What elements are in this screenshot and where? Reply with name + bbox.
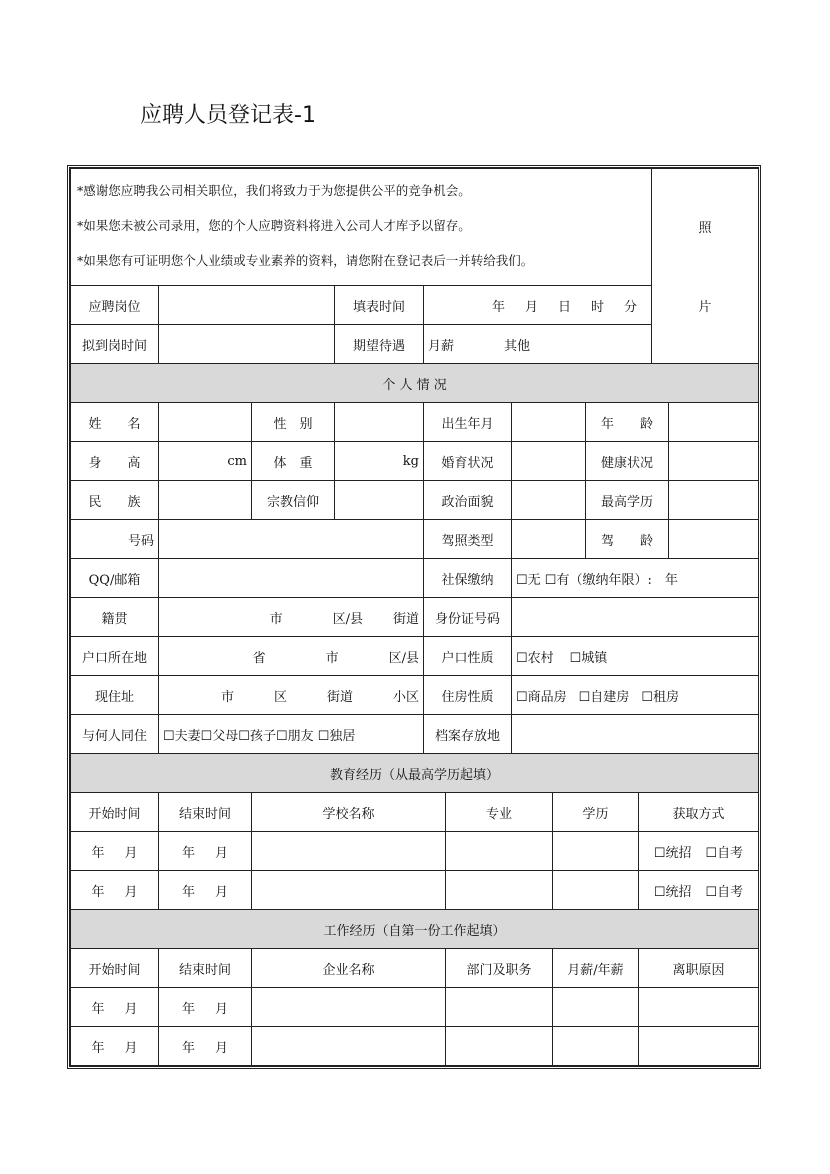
- salary-label: 月薪: [428, 338, 455, 354]
- note: *感谢您应聘我公司相关职位，我们将致力于为您提供公平的竞争机会。: [77, 183, 471, 198]
- column-header: 开始时间: [71, 949, 159, 988]
- fill-time-field[interactable]: [424, 286, 652, 325]
- column-header: 学校名称: [252, 793, 446, 832]
- page-title: 应聘人员登记表-1: [140, 103, 316, 128]
- education-table: [70, 754, 759, 1066]
- label: 政治面貌: [424, 481, 512, 520]
- label: 驾照类型: [424, 520, 512, 559]
- expected-salary-field[interactable]: [424, 325, 652, 364]
- checkbox-option[interactable]: ☐自考: [705, 884, 744, 900]
- school-field[interactable]: [252, 832, 446, 871]
- section-header: 工作经历（自第一份工作起填）: [71, 910, 759, 949]
- table-row: [71, 832, 759, 871]
- label: 号码: [71, 520, 159, 559]
- label: QQ/邮箱: [71, 559, 159, 598]
- unit: 月: [124, 845, 138, 861]
- school-field[interactable]: [252, 871, 446, 910]
- unit: 时: [590, 299, 604, 315]
- position-field[interactable]: [159, 286, 335, 325]
- label: 户口性质: [424, 637, 512, 676]
- unit: 街道: [392, 611, 419, 627]
- unit: 年: [91, 1040, 105, 1056]
- column-header: 学历: [553, 793, 639, 832]
- column-header: 结束时间: [159, 793, 252, 832]
- salary-field[interactable]: [553, 1027, 639, 1066]
- leave-reason-field[interactable]: [639, 988, 759, 1027]
- unit: 市: [325, 650, 339, 666]
- birth-field[interactable]: [512, 403, 586, 442]
- address-field[interactable]: [159, 676, 424, 715]
- start-field[interactable]: [71, 832, 159, 871]
- end-field[interactable]: [159, 1027, 252, 1066]
- registration-form: [67, 165, 761, 1069]
- salary-field[interactable]: [553, 988, 639, 1027]
- unit: 年: [91, 1001, 105, 1017]
- name-field[interactable]: [159, 403, 252, 442]
- column-header: 结束时间: [159, 949, 252, 988]
- photo-label: 片: [698, 300, 712, 315]
- notes-cell: [71, 169, 652, 286]
- label: 健康状况: [586, 442, 669, 481]
- end-field[interactable]: [159, 832, 252, 871]
- department-field[interactable]: [446, 988, 553, 1027]
- department-field[interactable]: [446, 1027, 553, 1066]
- id-number-field[interactable]: [512, 598, 759, 637]
- unit: 年: [491, 299, 505, 315]
- age-field[interactable]: [669, 403, 759, 442]
- end-field[interactable]: [159, 988, 252, 1027]
- table-row: [71, 1027, 759, 1066]
- unit: 区/县: [388, 650, 419, 666]
- unit: 月: [124, 1040, 138, 1056]
- label: 性 别: [252, 403, 335, 442]
- label: 现住址: [71, 676, 159, 715]
- company-field[interactable]: [252, 988, 446, 1027]
- education-field[interactable]: [669, 481, 759, 520]
- unit: 年: [181, 845, 195, 861]
- arrival-field[interactable]: [159, 325, 335, 364]
- label: 填表时间: [335, 286, 424, 325]
- other-label: 其他: [504, 338, 531, 354]
- unit: 年: [181, 884, 195, 900]
- checkbox-option[interactable]: ☐统招: [653, 845, 692, 861]
- personal-table: [70, 364, 759, 754]
- table-row: [71, 988, 759, 1027]
- column-header: 部门及职务: [446, 949, 553, 988]
- unit: 月: [124, 884, 138, 900]
- driving-years-field[interactable]: [669, 520, 759, 559]
- checkbox-option[interactable]: ☐自考: [705, 845, 744, 861]
- degree-field[interactable]: [553, 832, 639, 871]
- hukou-type-options[interactable]: [512, 637, 759, 676]
- start-field[interactable]: [71, 871, 159, 910]
- unit: 小区: [392, 689, 419, 705]
- marital-field[interactable]: [512, 442, 586, 481]
- unit: 年: [91, 884, 105, 900]
- archive-field[interactable]: [512, 715, 759, 754]
- checkbox-option[interactable]: ☐自建房: [578, 689, 630, 705]
- unit: 月: [215, 1040, 229, 1056]
- political-field[interactable]: [512, 481, 586, 520]
- label: 身份证号码: [424, 598, 512, 637]
- note: *如果您未被公司录用，您的个人应聘资料将进入公司人才库予以留存。: [77, 218, 471, 233]
- checkbox-option[interactable]: ☐租房: [641, 689, 679, 705]
- unit: 区/县: [332, 611, 363, 627]
- start-field[interactable]: [71, 988, 159, 1027]
- unit: 月: [524, 299, 538, 315]
- unit: 分: [624, 299, 638, 315]
- label: 身 高: [71, 442, 159, 481]
- column-header: 离职原因: [639, 949, 759, 988]
- photo-cell[interactable]: [652, 169, 759, 364]
- leave-reason-field[interactable]: [639, 1027, 759, 1066]
- housing-options[interactable]: [512, 676, 759, 715]
- unit: 街道: [326, 689, 353, 705]
- label: 住房性质: [424, 676, 512, 715]
- unit: 月: [215, 1001, 229, 1017]
- weight-field[interactable]: kg: [335, 442, 424, 481]
- column-header: 开始时间: [71, 793, 159, 832]
- table-row: [71, 871, 759, 910]
- label: 出生年月: [424, 403, 512, 442]
- unit: 月: [215, 845, 229, 861]
- hukou-field[interactable]: [159, 637, 424, 676]
- social-insurance-options[interactable]: ☐无 ☐有（缴纳年限）: 年: [512, 559, 759, 598]
- religion-field[interactable]: [335, 481, 424, 520]
- checkbox-option[interactable]: ☐商品房: [516, 689, 567, 705]
- label: 应聘岗位: [71, 286, 159, 325]
- label: 社保缴纳: [424, 559, 512, 598]
- ethnic-field[interactable]: [159, 481, 252, 520]
- unit: 月: [124, 1001, 138, 1017]
- unit: 月: [215, 884, 229, 900]
- column-header: 获取方式: [639, 793, 759, 832]
- label: 最高学历: [586, 481, 669, 520]
- height-field[interactable]: cm: [159, 442, 252, 481]
- method-options[interactable]: [639, 832, 759, 871]
- health-field[interactable]: [669, 442, 759, 481]
- unit: 日: [557, 299, 571, 315]
- checkbox-option[interactable]: ☐农村: [516, 650, 554, 666]
- method-options[interactable]: [639, 871, 759, 910]
- label: 籍贯: [71, 598, 159, 637]
- label: 年 龄: [586, 403, 669, 442]
- start-field[interactable]: [71, 1027, 159, 1066]
- unit: 省: [252, 650, 266, 666]
- phone-field[interactable]: [159, 520, 424, 559]
- unit: 区: [273, 689, 287, 705]
- label: 体 重: [252, 442, 335, 481]
- label: 与何人同住: [71, 715, 159, 754]
- note: *如果您有可证明您个人业绩或专业素养的资料，请您附在登记表后一并转给我们。: [77, 253, 534, 268]
- label: 民 族: [71, 481, 159, 520]
- qq-email-field[interactable]: [159, 559, 424, 598]
- label: 户口所在地: [71, 637, 159, 676]
- end-field[interactable]: [159, 871, 252, 910]
- label: 拟到岗时间: [71, 325, 159, 364]
- unit: 年: [181, 1040, 195, 1056]
- column-header: 月薪/年薪: [553, 949, 639, 988]
- unit: 市: [269, 611, 283, 627]
- column-header: 专业: [446, 793, 553, 832]
- company-field[interactable]: [252, 1027, 446, 1066]
- section-header: 教育经历（从最高学历起填）: [71, 754, 759, 793]
- degree-field[interactable]: [553, 871, 639, 910]
- column-header: 企业名称: [252, 949, 446, 988]
- section-header: 个 人 情 况: [71, 364, 759, 403]
- intro-table: [70, 168, 759, 364]
- photo-label: 照: [698, 221, 712, 236]
- label: 期望待遇: [335, 325, 424, 364]
- native-place-field[interactable]: [159, 598, 424, 637]
- unit: 年: [181, 1001, 195, 1017]
- label: 宗教信仰: [252, 481, 335, 520]
- label: 婚育状况: [424, 442, 512, 481]
- label: 驾 龄: [586, 520, 669, 559]
- checkbox-option[interactable]: ☐统招: [653, 884, 692, 900]
- unit: 年: [91, 845, 105, 861]
- label: 姓 名: [71, 403, 159, 442]
- checkbox-option[interactable]: ☐城镇: [569, 650, 608, 666]
- unit: 市: [220, 689, 234, 705]
- major-field[interactable]: [446, 832, 553, 871]
- cohabit-options[interactable]: ☐夫妻☐父母☐孩子☐朋友 ☐独居: [159, 715, 424, 754]
- label: 档案存放地: [424, 715, 512, 754]
- major-field[interactable]: [446, 871, 553, 910]
- gender-field[interactable]: [335, 403, 424, 442]
- license-field[interactable]: [512, 520, 586, 559]
